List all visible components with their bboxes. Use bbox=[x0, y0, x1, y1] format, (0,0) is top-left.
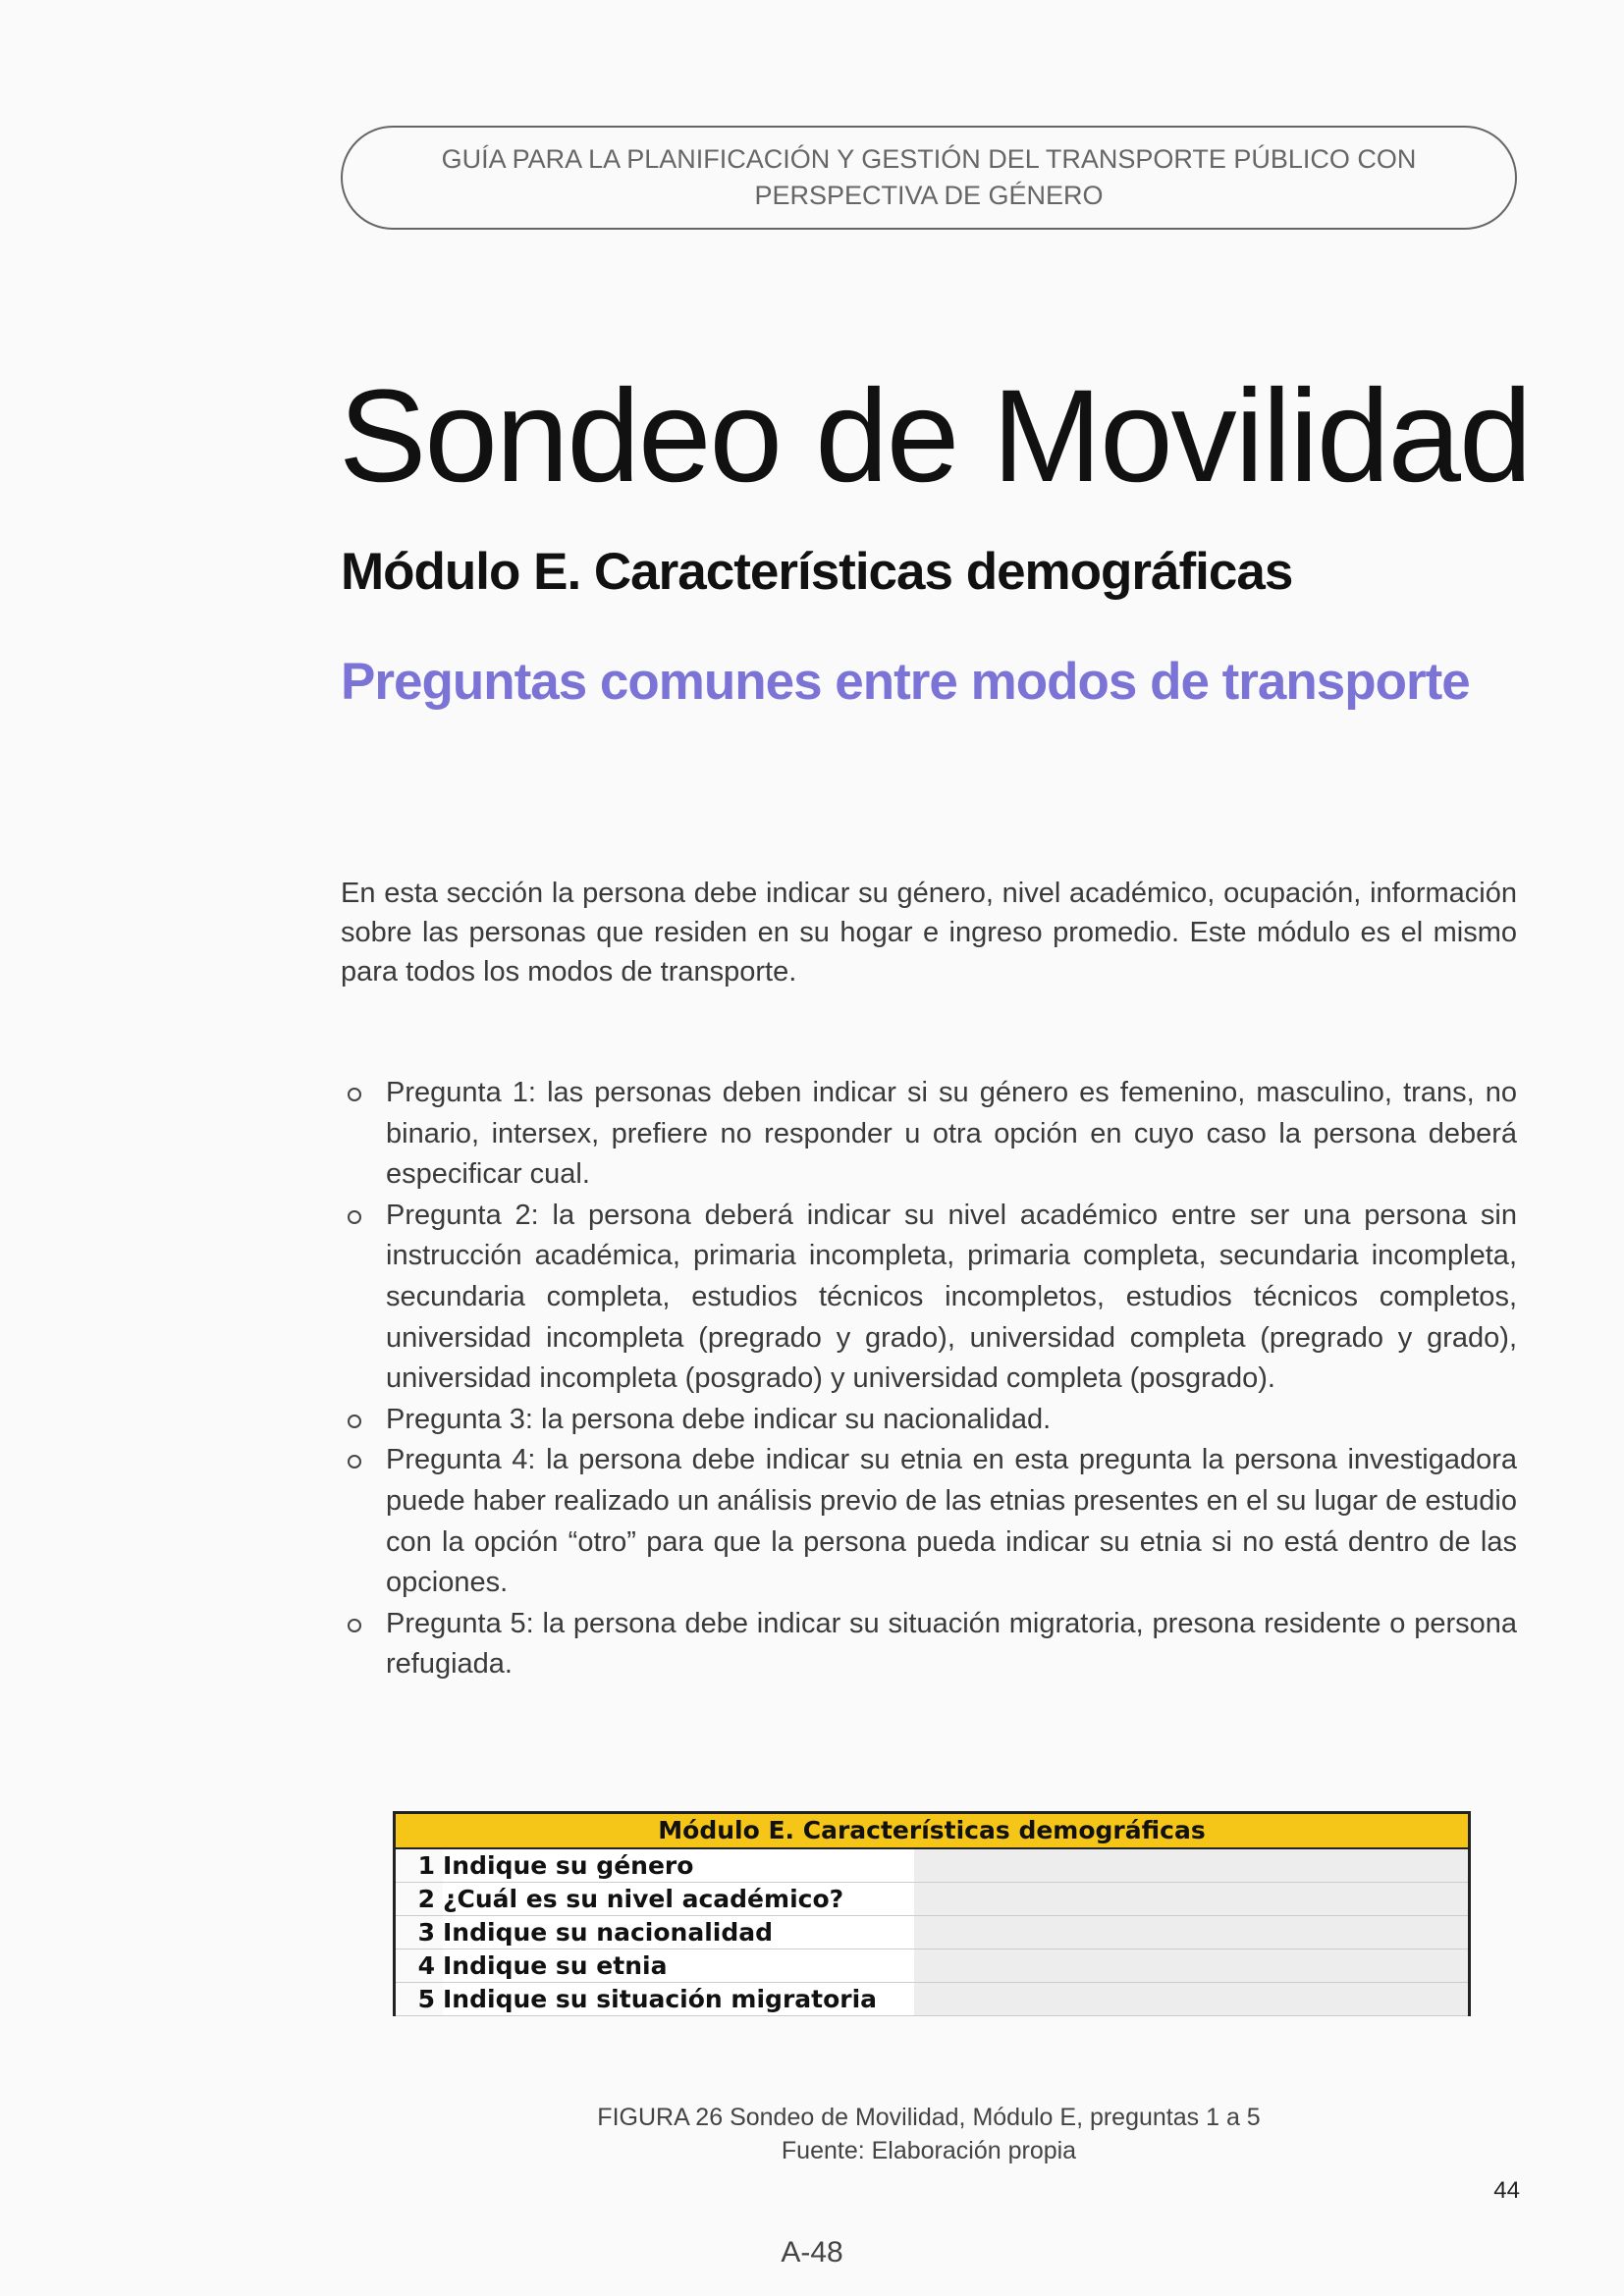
circle-bullet-icon bbox=[348, 1210, 361, 1224]
circle-bullet-icon bbox=[348, 1088, 361, 1101]
row-question: Indique su género bbox=[443, 1849, 914, 1882]
row-answer-cell bbox=[914, 1916, 1468, 1949]
row-answer-cell bbox=[914, 1883, 1468, 1915]
section-subtitle: Preguntas comunes entre modos de transporte bbox=[341, 653, 1470, 711]
running-header-line-1: GUÍA PARA LA PLANIFICACIÓN Y GESTIÓN DEL TRANSPORTE PÚBLICO CON bbox=[441, 144, 1417, 174]
table-row bbox=[396, 1949, 1468, 1983]
row-question: Indique su situación migratoria bbox=[443, 1983, 914, 2015]
intro-paragraph: En esta sección la persona debe indicar su género, nivel académico, ocupación, información sobre las personas que residen en su hogar e ingreso promedio. Este módulo es el mismo para todos los modos de transporte. bbox=[341, 878, 1517, 988]
row-question: ¿Cuál es su nivel académico? bbox=[443, 1883, 914, 1915]
row-number: 4 bbox=[417, 1951, 435, 1980]
row-answer-cell bbox=[914, 1949, 1468, 1982]
caption-line-2: Fuente: Elaboración propia bbox=[781, 2137, 1077, 2164]
list-item bbox=[341, 1440, 1517, 1603]
list-item bbox=[341, 1400, 1517, 1441]
row-question: Indique su nacionalidad bbox=[443, 1916, 914, 1949]
row-number: 5 bbox=[417, 1985, 435, 2013]
question-text: Pregunta 2: la persona deberá indicar su nivel académico entre ser una persona sin instrucción académica, primaria incompleta, primaria completa, secundaria incompleta, secundaria completa, estudios técnicos incompletos, estudios técnicos completos, universidad incompleta (pregrado y grado), universidad completa (pregrado y grado), universidad incompleta (posgrado) y universidad completa (posgrado). bbox=[386, 1199, 1517, 1395]
figure-caption bbox=[341, 2101, 1517, 2167]
list-item bbox=[341, 1196, 1517, 1400]
list-item bbox=[341, 1604, 1517, 1685]
circle-bullet-icon bbox=[348, 1455, 361, 1468]
figure-table-header: Módulo E. Características demográficas bbox=[396, 1814, 1468, 1849]
page-title: Sondeo de Movilidad bbox=[339, 363, 1531, 509]
circle-bullet-icon bbox=[348, 1415, 361, 1428]
question-text: Pregunta 4: la persona debe indicar su etnia en esta pregunta la persona investigadora puede haber realizado un análisis previo de las etnias presentes en el su lugar de estudio con la opción “otro” para que la persona pueda indicar su etnia si no está dentro de las opciones. bbox=[386, 1444, 1517, 1599]
row-number: 1 bbox=[417, 1851, 435, 1880]
question-text: Pregunta 1: las personas deben indicar si su género es femenino, masculino, trans, no binario, intersex, prefiere no responder u otra opción en cuyo caso la persona deberá especificar cual. bbox=[386, 1077, 1517, 1191]
question-text: Pregunta 5: la persona debe indicar su situación migratoria, presona residente o persona refugiada. bbox=[386, 1607, 1517, 1681]
figure-table bbox=[393, 1811, 1471, 2016]
row-number: 2 bbox=[417, 1885, 435, 1913]
table-row bbox=[396, 1916, 1468, 1949]
module-title: Módulo E. Características demográficas bbox=[341, 543, 1293, 601]
question-text: Pregunta 3: la persona debe indicar su nacionalidad. bbox=[386, 1403, 1052, 1435]
caption-line-1: FIGURA 26 Sondeo de Movilidad, Módulo E, preguntas 1 a 5 bbox=[597, 2104, 1261, 2131]
list-item bbox=[341, 1073, 1517, 1196]
row-question: Indique su etnia bbox=[443, 1949, 914, 1982]
running-header-line-2: PERSPECTIVA DE GÉNERO bbox=[754, 181, 1104, 210]
table-row bbox=[396, 1883, 1468, 1916]
circle-bullet-icon bbox=[348, 1619, 361, 1632]
table-row bbox=[396, 1983, 1468, 2016]
page-number: 44 bbox=[1493, 2177, 1520, 2204]
table-row bbox=[396, 1849, 1468, 1883]
row-answer-cell bbox=[914, 1849, 1468, 1882]
row-number: 3 bbox=[417, 1918, 435, 1947]
footer-page-number: A-48 bbox=[781, 2236, 843, 2269]
question-list bbox=[341, 1073, 1517, 1685]
running-header bbox=[341, 126, 1517, 230]
row-answer-cell bbox=[914, 1983, 1468, 2015]
